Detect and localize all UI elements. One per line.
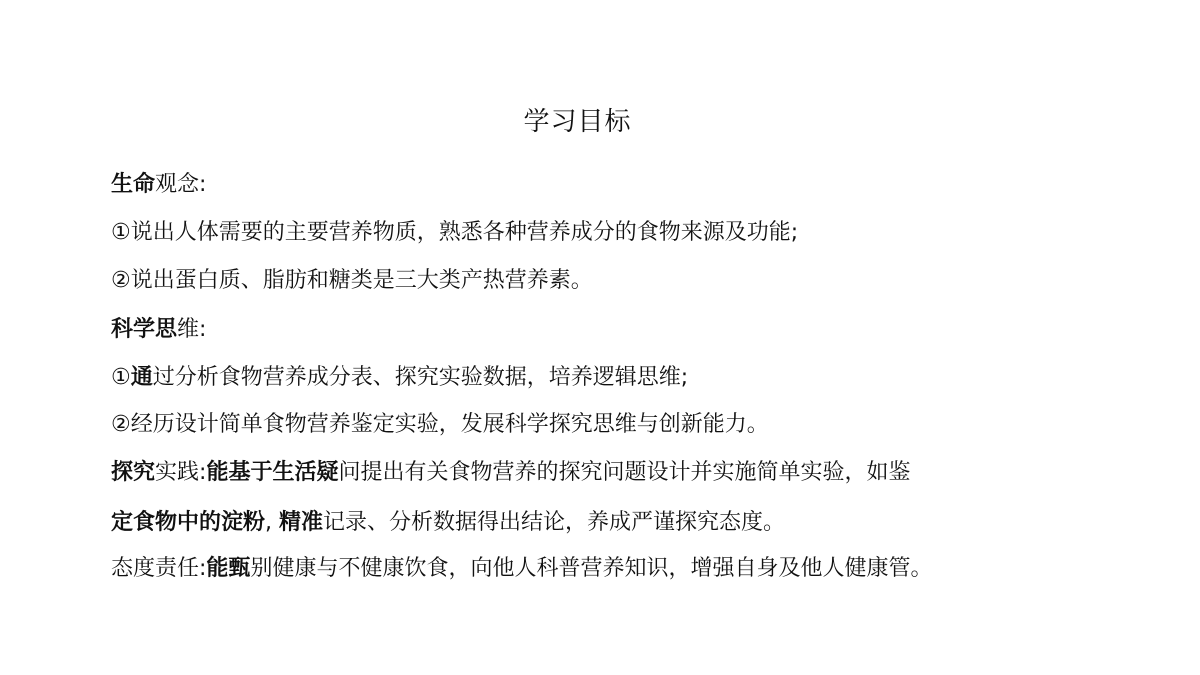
inquiry-practice-seg-8: 记录、分析数据得出结论，养成严谨探究态度。 — [323, 510, 786, 535]
inquiry-practice-line-1 — [111, 458, 910, 488]
inquiry-practice-seg-6: , — [265, 510, 280, 535]
inquiry-practice-seg-5: 定食物中的淀粉 — [111, 510, 266, 535]
slide-title: 学习目标 — [523, 107, 632, 137]
life-concept-item-1: ①说出人体需要的主要营养物质，熟悉各种营养成分的食物来源及功能; — [111, 220, 799, 245]
attitude-line — [111, 554, 932, 584]
scientific-thinking-heading-rest: 维: — [177, 317, 207, 342]
life-concept-heading-rest: 观念: — [155, 172, 207, 197]
scientific-thinking-item-1 — [111, 363, 688, 393]
attitude-seg-1: 态度责任: — [111, 556, 207, 581]
inquiry-practice-line-2 — [111, 508, 785, 538]
life-concept-heading-bold: 生命 — [111, 172, 156, 197]
scientific-thinking-item-1-bold: 通 — [130, 365, 153, 390]
inquiry-practice-seg-7: 精准 — [279, 510, 324, 535]
life-concept-item-2: ②说出蛋白质、脂肪和糖类是三大类产热营养素。 — [111, 268, 593, 293]
scientific-thinking-heading — [111, 315, 206, 345]
scientific-thinking-heading-bold: 科学思 — [111, 317, 178, 342]
scientific-thinking-item-2: ②经历设计简单食物营养鉴定实验，发展科学探究思维与创新能力。 — [111, 412, 769, 437]
scientific-thinking-item-1-rest: 过分析食物营养成分表、探究实验数据，培养逻辑思维; — [152, 365, 689, 390]
attitude-seg-3: 别健康与不健康饮食，向他人科普营养知识，增强自身及他人健康管。 — [250, 556, 933, 581]
life-concept-heading — [111, 170, 206, 200]
inquiry-practice-seg-3: 能基于生活疑 — [206, 460, 339, 485]
inquiry-practice-seg-1: 探究 — [111, 460, 156, 485]
inquiry-practice-seg-4: 问提出有关食物营养的探究问题设计并实施简单实验，如鉴 — [338, 460, 911, 485]
inquiry-practice-seg-2: 实践: — [155, 460, 207, 485]
scientific-thinking-item-1-prefix: ① — [111, 365, 131, 390]
attitude-seg-2: 能甄 — [206, 556, 251, 581]
